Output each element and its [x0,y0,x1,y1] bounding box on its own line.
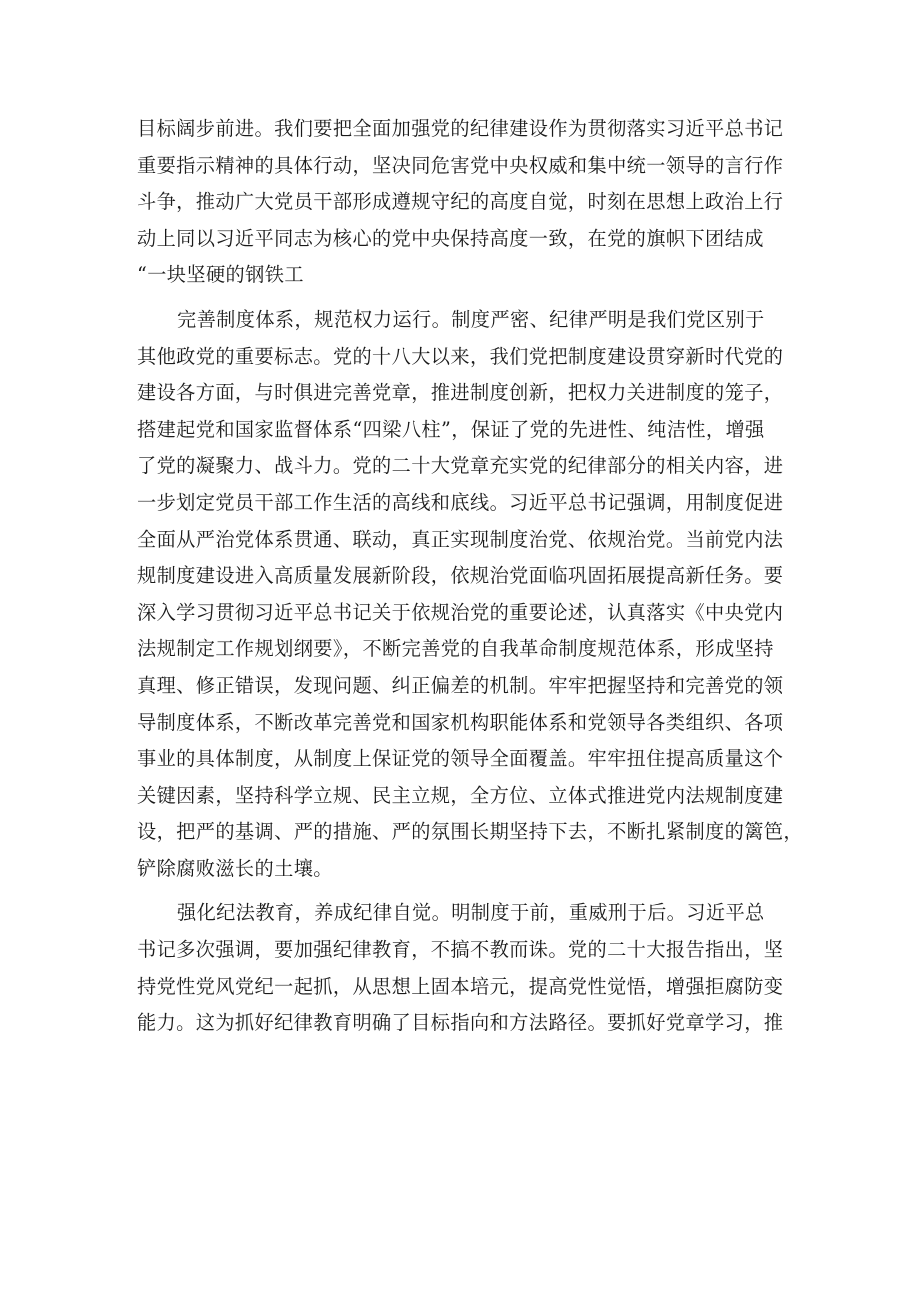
text-line: 其他政党的重要标志。党的十八大以来，我们党把制度建设贯穿新时代党的 [137,344,784,368]
text-line: 能力。这为抓好纪律教育明确了目标指向和方法路径。要抓好党章学习，推 [137,1011,784,1035]
text-line: 设，把严的基调、严的措施、严的氛围长期坚持下去，不断扎紧制度的篱笆， [137,820,803,844]
text-line: 斗争，推动广大党员干部形成遵规守纪的高度自觉，时刻在思想上政治上行 [137,190,784,214]
text-line: 一步划定党员干部工作生活的高线和底线。习近平总书记强调，用制度促进 [137,490,784,514]
text-line: 全面从严治党体系贯通、联动，真正实现制度治党、依规治党。当前党内法 [137,527,784,551]
text-line: 法规制定工作规划纲要》，不断完善党的自我革命制度规范体系，形成坚持 [137,637,774,661]
text-line: 书记多次强调，要加强纪律教育，不搞不教而诛。党的二十大报告指出，坚 [137,938,784,962]
text-line: 动上同以习近平同志为核心的党中央保持高度一致，在党的旗帜下团结成 [137,226,764,250]
paragraph-1 [137,111,797,294]
text-line: 强化纪法教育，养成纪律自觉。明制度于前，重威刑于后。习近平总 [177,901,765,925]
paragraph-3 [137,895,797,1041]
text-line: 重要指示精神的具体行动，坚决同危害党中央权威和集中统一领导的言行作 [137,153,784,177]
document-page [137,111,803,1050]
text-line: 建设各方面，与时俱进完善党章，推进制度创新，把权力关进制度的笼子， [137,381,784,405]
text-line: 真理、修正错误，发现问题、纠正偏差的机制。牢牢把握坚持和完善党的领 [137,673,784,697]
paragraph-2 [137,302,803,888]
text-line: 事业的具体制度，从制度上保证党的领导全面覆盖。牢牢扭住提高质量这个 [137,747,784,771]
text-line: 完善制度体系，规范权力运行。制度严密、纪律严明是我们党区别于 [177,307,765,331]
text-line: 铲除腐败滋长的土壤。 [137,856,333,880]
text-line: 了党的凝聚力、战斗力。党的二十大党章充实党的纪律部分的相关内容，进 [137,454,784,478]
text-line: 目标阔步前进。我们要把全面加强党的纪律建设作为贯彻落实习近平总书记 [137,117,784,140]
text-line: “一块坚硬的钢铁工 [137,263,304,287]
text-line: 规制度建设进入高质量发展新阶段，依规治党面临巩固拓展提高新任务。要 [137,564,784,588]
text-line: 搭建起党和国家监督体系“四梁八柱”，保证了党的先进性、纯洁性，增强 [137,417,765,441]
text-line: 深入学习贯彻习近平总书记关于依规治党的重要论述，认真落实《中央党内 [137,600,784,624]
text-line: 关键因素，坚持科学立规、民主立规，全方位、立体式推进党内法规制度建 [137,783,784,807]
text-line: 导制度体系，不断改革完善党和国家机构职能体系和党领导各类组织、各项 [137,710,784,734]
text-line: 持党性党风党纪一起抓，从思想上固本培元，提高党性觉悟，增强拒腐防变 [137,974,784,998]
